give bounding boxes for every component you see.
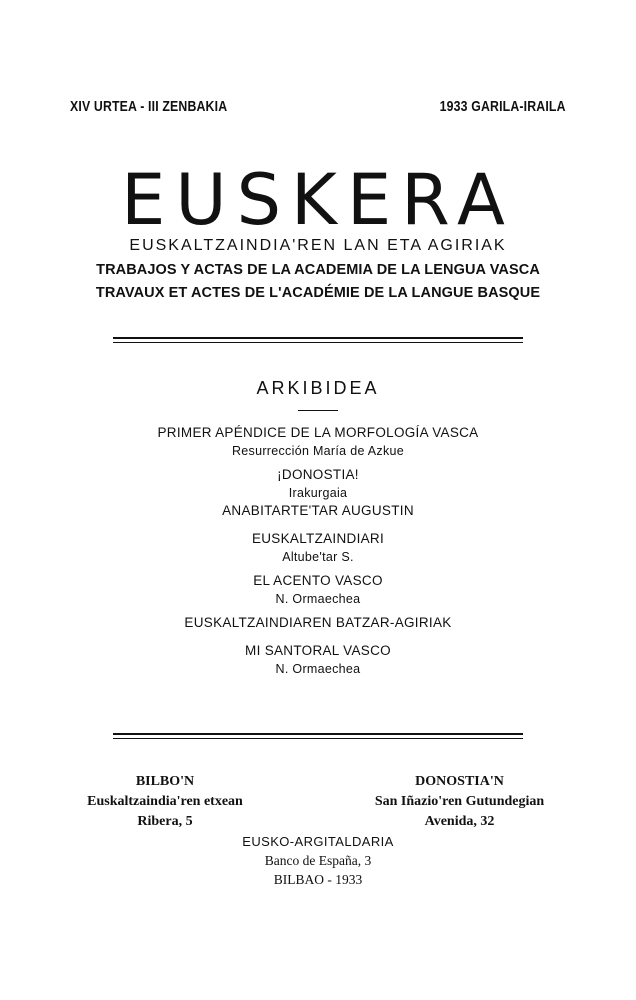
office-address: Ribera, 5 bbox=[137, 814, 193, 829]
toc-entry-title: ¡DONOSTIA! bbox=[277, 467, 359, 482]
toc-entry bbox=[0, 424, 636, 460]
publisher-city-year: BILBAO - 1933 bbox=[273, 872, 363, 887]
toc-entry-title: PRIMER APÉNDICE DE LA MORFOLOGÍA VASCA bbox=[157, 425, 479, 440]
office-city: DONOSTIA'N bbox=[415, 774, 504, 789]
toc-entry bbox=[0, 572, 636, 608]
toc-entry-author: N. Ormaechea bbox=[275, 662, 361, 676]
bottom-double-rule-lower bbox=[113, 738, 523, 739]
publisher-block bbox=[0, 832, 636, 889]
toc-entry-author: N. Ormaechea bbox=[275, 592, 361, 606]
top-double-rule-upper bbox=[113, 337, 523, 339]
subtitle-basque: EUSKALTZAINDIA'REN LAN ETA AGIRIAK bbox=[129, 237, 507, 254]
toc-entry-title: EUSKALTZAINDIARI bbox=[251, 531, 385, 546]
toc-entry bbox=[0, 642, 636, 678]
toc-entry-title: EL ACENTO VASCO bbox=[253, 573, 383, 588]
journal-title: EUSKERA bbox=[121, 159, 515, 241]
publisher-address: Banco de España, 3 bbox=[264, 853, 372, 868]
toc-entry bbox=[0, 530, 636, 566]
subtitle-spanish: TRABAJOS Y ACTAS DE LA ACADEMIA DE LA LENGUA VASCA bbox=[96, 262, 540, 278]
toc-entry-title: ANABITARTE'TAR AUGUSTIN bbox=[222, 503, 414, 518]
toc-entry-author: Altube'tar S. bbox=[282, 550, 354, 564]
publisher-name: EUSKO-ARGITALDARIA bbox=[242, 834, 394, 849]
contents-heading: ARKIBIDEA bbox=[256, 378, 380, 398]
office-address: Avenida, 32 bbox=[424, 814, 495, 829]
toc-entry bbox=[0, 466, 636, 502]
office-city: BILBO'N bbox=[135, 774, 195, 789]
donostia-office bbox=[352, 772, 567, 832]
issue-date: 1933 GARILA-IRAILA bbox=[440, 98, 566, 115]
toc-entry-title: EUSKALTZAINDIAREN BATZAR-AGIRIAK bbox=[184, 615, 452, 630]
volume-issue: XIV URTEA - III ZENBAKIA bbox=[70, 98, 228, 115]
toc-entry bbox=[0, 614, 636, 632]
office-place: San Iñazio'ren Gutundegian bbox=[374, 794, 545, 809]
toc-entry bbox=[0, 502, 636, 520]
toc-entry-author: Irakurgaia bbox=[288, 486, 348, 500]
top-double-rule-lower bbox=[113, 342, 523, 343]
bottom-double-rule-upper bbox=[113, 733, 523, 735]
contents-heading-rule bbox=[298, 410, 338, 411]
toc-entry-author: Resurrección María de Azkue bbox=[231, 444, 405, 458]
subtitle-french: TRAVAUX ET ACTES DE L'ACADÉMIE DE LA LANGUE BASQUE bbox=[95, 285, 541, 301]
office-place: Euskaltzaindia'ren etxean bbox=[87, 794, 243, 809]
table-of-contents bbox=[0, 424, 636, 684]
toc-entry-title: MI SANTORAL VASCO bbox=[245, 643, 391, 658]
bilbao-office bbox=[65, 772, 265, 832]
